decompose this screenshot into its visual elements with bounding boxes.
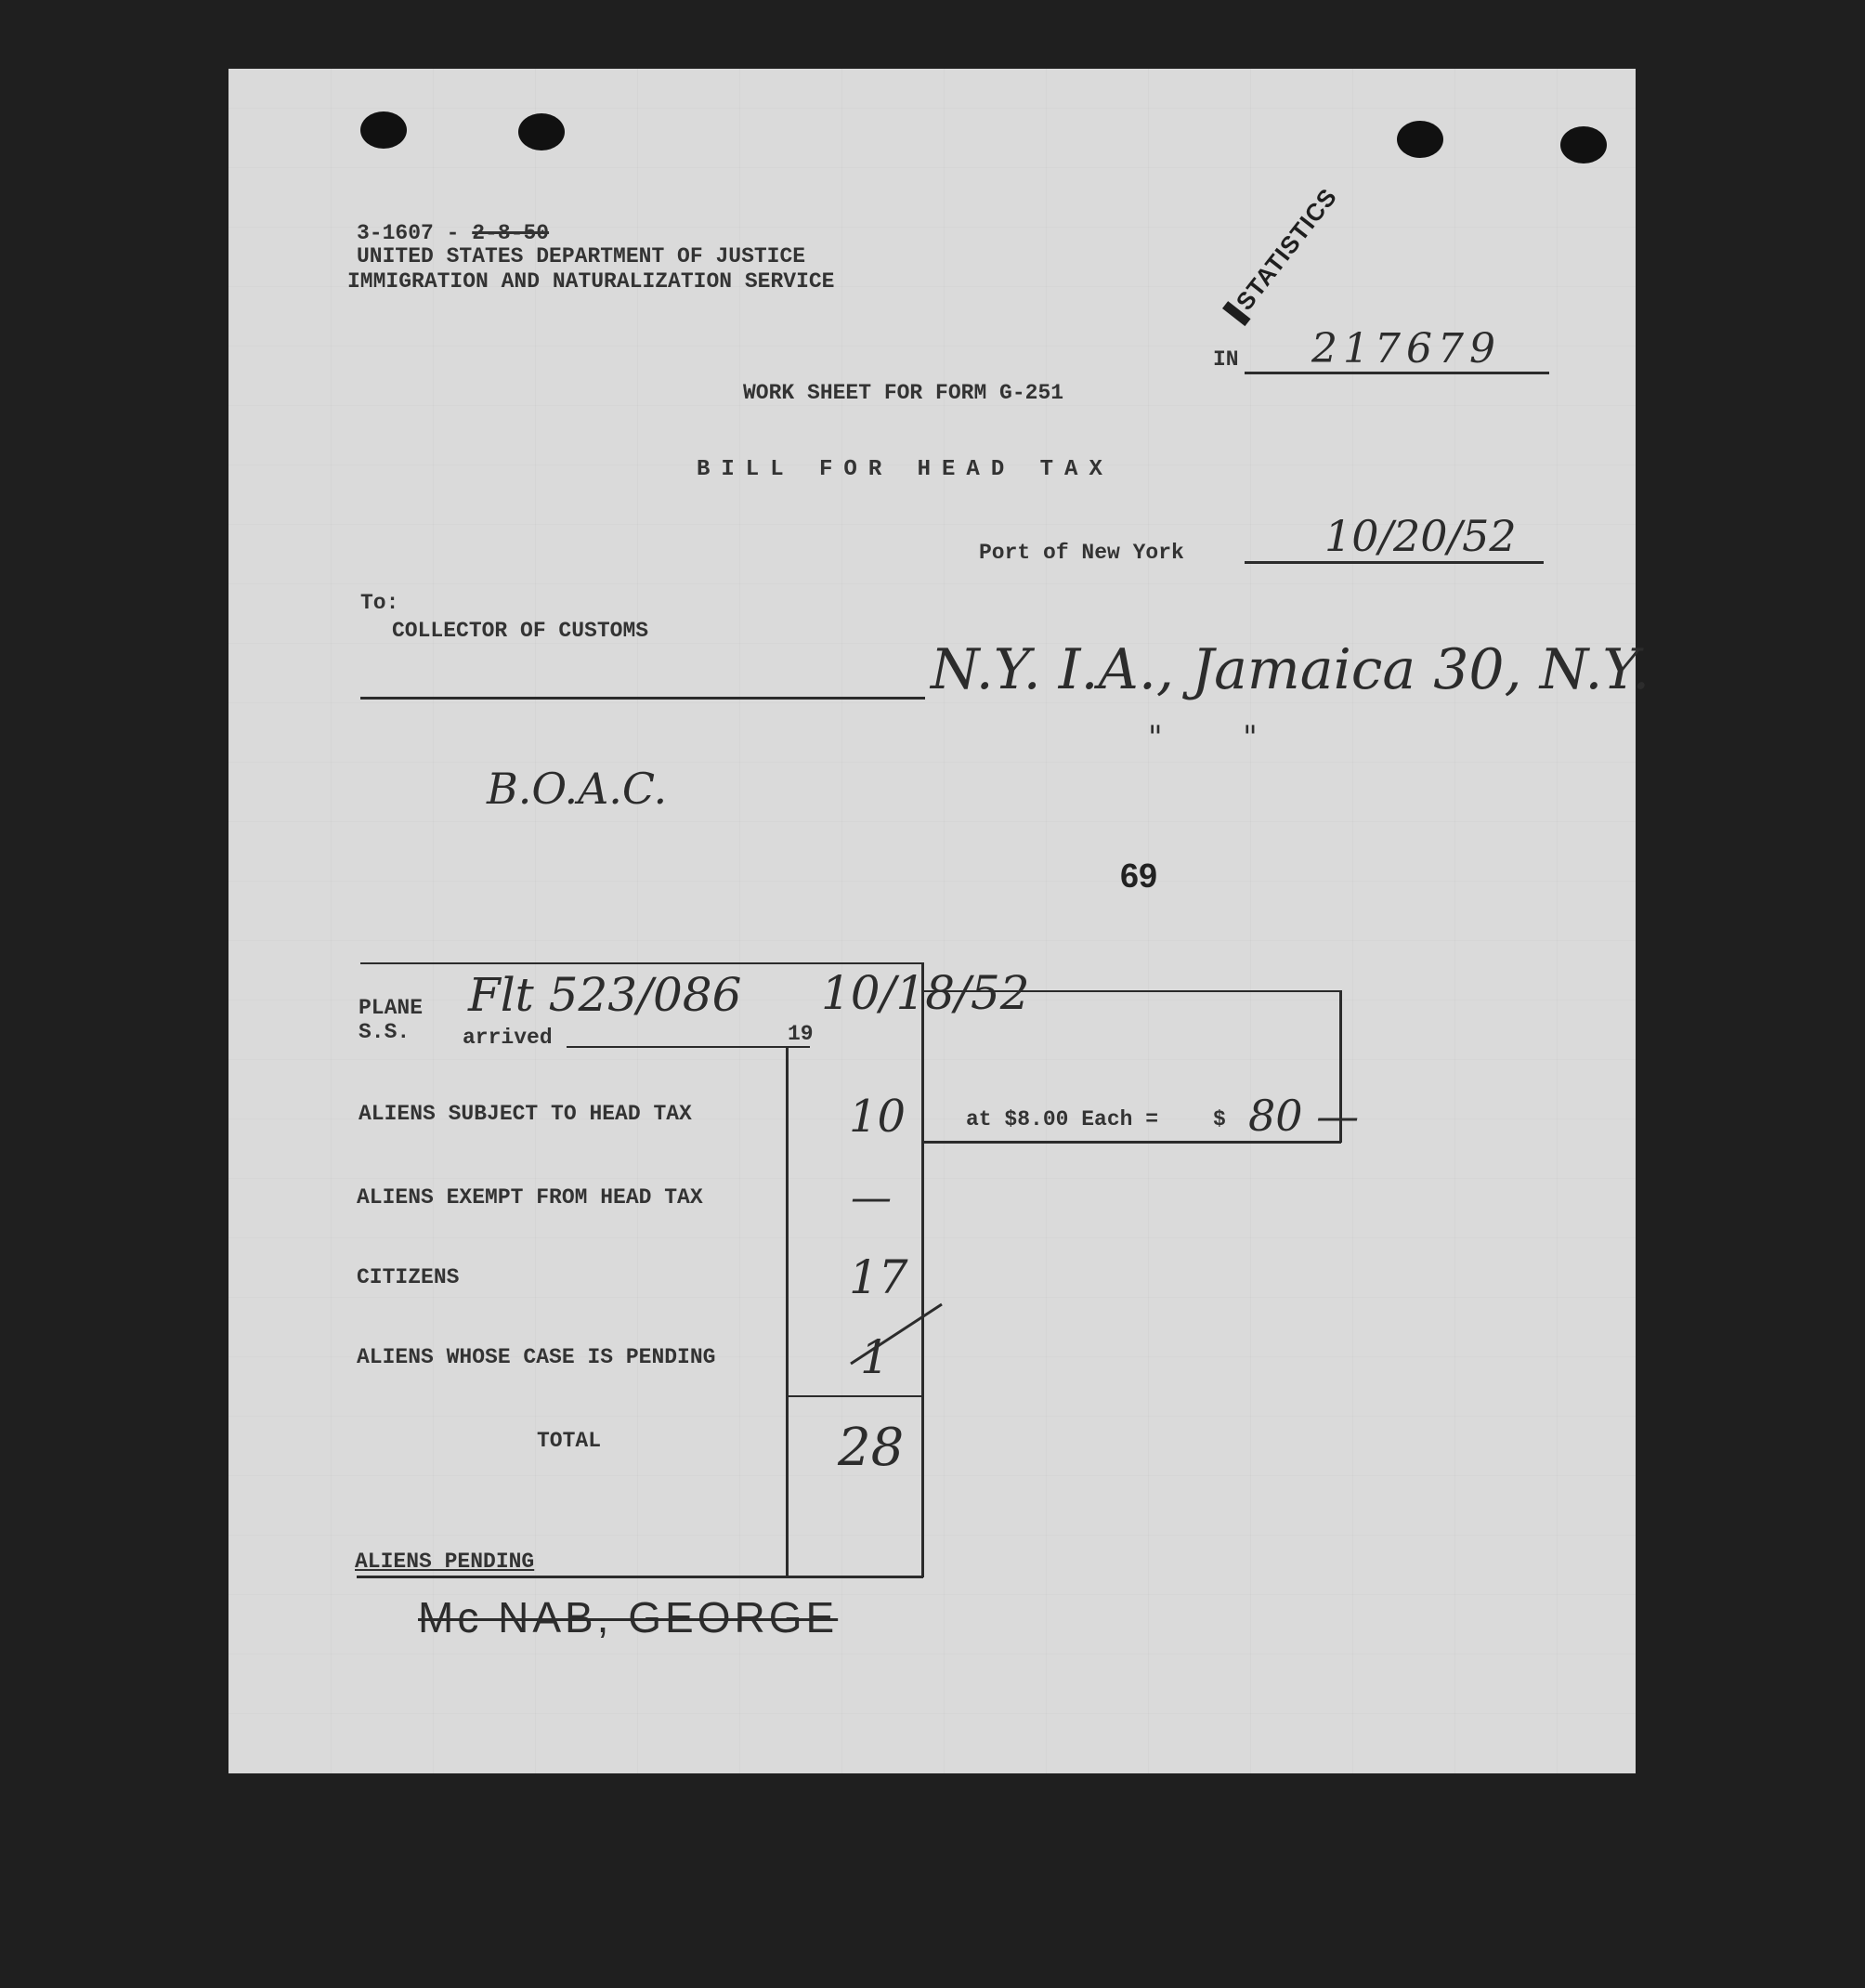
addressee: COLLECTOR OF CUSTOMS [392,619,649,643]
tax-rate: at $8.00 Each = [966,1107,1159,1131]
handwritten-location: N.Y. I.A., Jamaica 30, N.Y. [931,637,1650,702]
row-value-pending: 1 [860,1330,890,1384]
to-label: To: [360,591,399,615]
year-prefix: 19 [788,1022,814,1046]
carrier-name: B.O.A.C. [487,764,668,814]
port-date: 10/20/52 [1324,511,1517,561]
worksheet-title: WORK SHEET FOR FORM G-251 [743,381,1064,405]
pending-label: ALIENS PENDING [355,1550,535,1574]
correction-mark [845,1297,947,1380]
statistics-stamp: STATISTICS [1222,183,1343,326]
row-value-subject: 10 [849,1091,906,1143]
plane-label: PLANE [359,996,424,1020]
tax-currency: $ [1213,1107,1226,1131]
punch-hole [1560,126,1607,163]
ditto-marks: " " [1148,719,1258,756]
total-label: TOTAL [537,1429,602,1453]
value-column-left [786,1046,789,1577]
tax-box-bottom [923,1141,1341,1144]
table-top-line [360,962,923,964]
total-value: 28 [838,1418,905,1478]
service-name: IMMIGRATION AND NATURALIZATION SERVICE [347,269,835,294]
form-date: 2-8-50 [472,221,550,245]
tax-amount: 80 — [1248,1091,1360,1141]
punch-hole [1397,121,1443,158]
document-page [228,69,1650,1773]
port-date-line [1245,561,1544,564]
arrived-line [567,1046,810,1048]
row-label-pending: ALIENS WHOSE CASE IS PENDING [357,1345,716,1369]
form-code: 3-1607 - 2-8-50 [357,221,550,245]
total-divider [786,1395,923,1397]
ss-label: S.S. [359,1020,411,1044]
pending-name: Mc NAB, GEORGE [418,1593,839,1641]
flight-number: Flt 523/086 [468,968,742,1022]
table-bottom-line [357,1576,923,1578]
in-label: IN [1213,347,1239,372]
row-value-exempt: — [851,1174,892,1222]
bill-title: BILL FOR HEAD TAX [697,457,1114,482]
department-name: UNITED STATES DEPARTMENT OF JUSTICE [357,244,806,268]
row-label-subject: ALIENS SUBJECT TO HEAD TAX [359,1102,692,1126]
punch-hole [360,111,407,149]
form-code-number: 3-1607 [357,221,434,245]
row-value-citizens: 17 [849,1250,908,1304]
arrived-label: arrived [463,1026,553,1050]
address-line [360,697,925,700]
port-label: Port of New York [979,541,1184,565]
in-number: 217679 [1311,325,1501,373]
row-label-exempt: ALIENS EXEMPT FROM HEAD TAX [357,1185,703,1210]
punch-hole [518,113,565,150]
table-right-line [921,962,924,1577]
page-number: 69 [1120,857,1158,895]
arrival-date: 10/18/52 [821,966,1030,1020]
row-label-citizens: CITIZENS [357,1265,460,1289]
